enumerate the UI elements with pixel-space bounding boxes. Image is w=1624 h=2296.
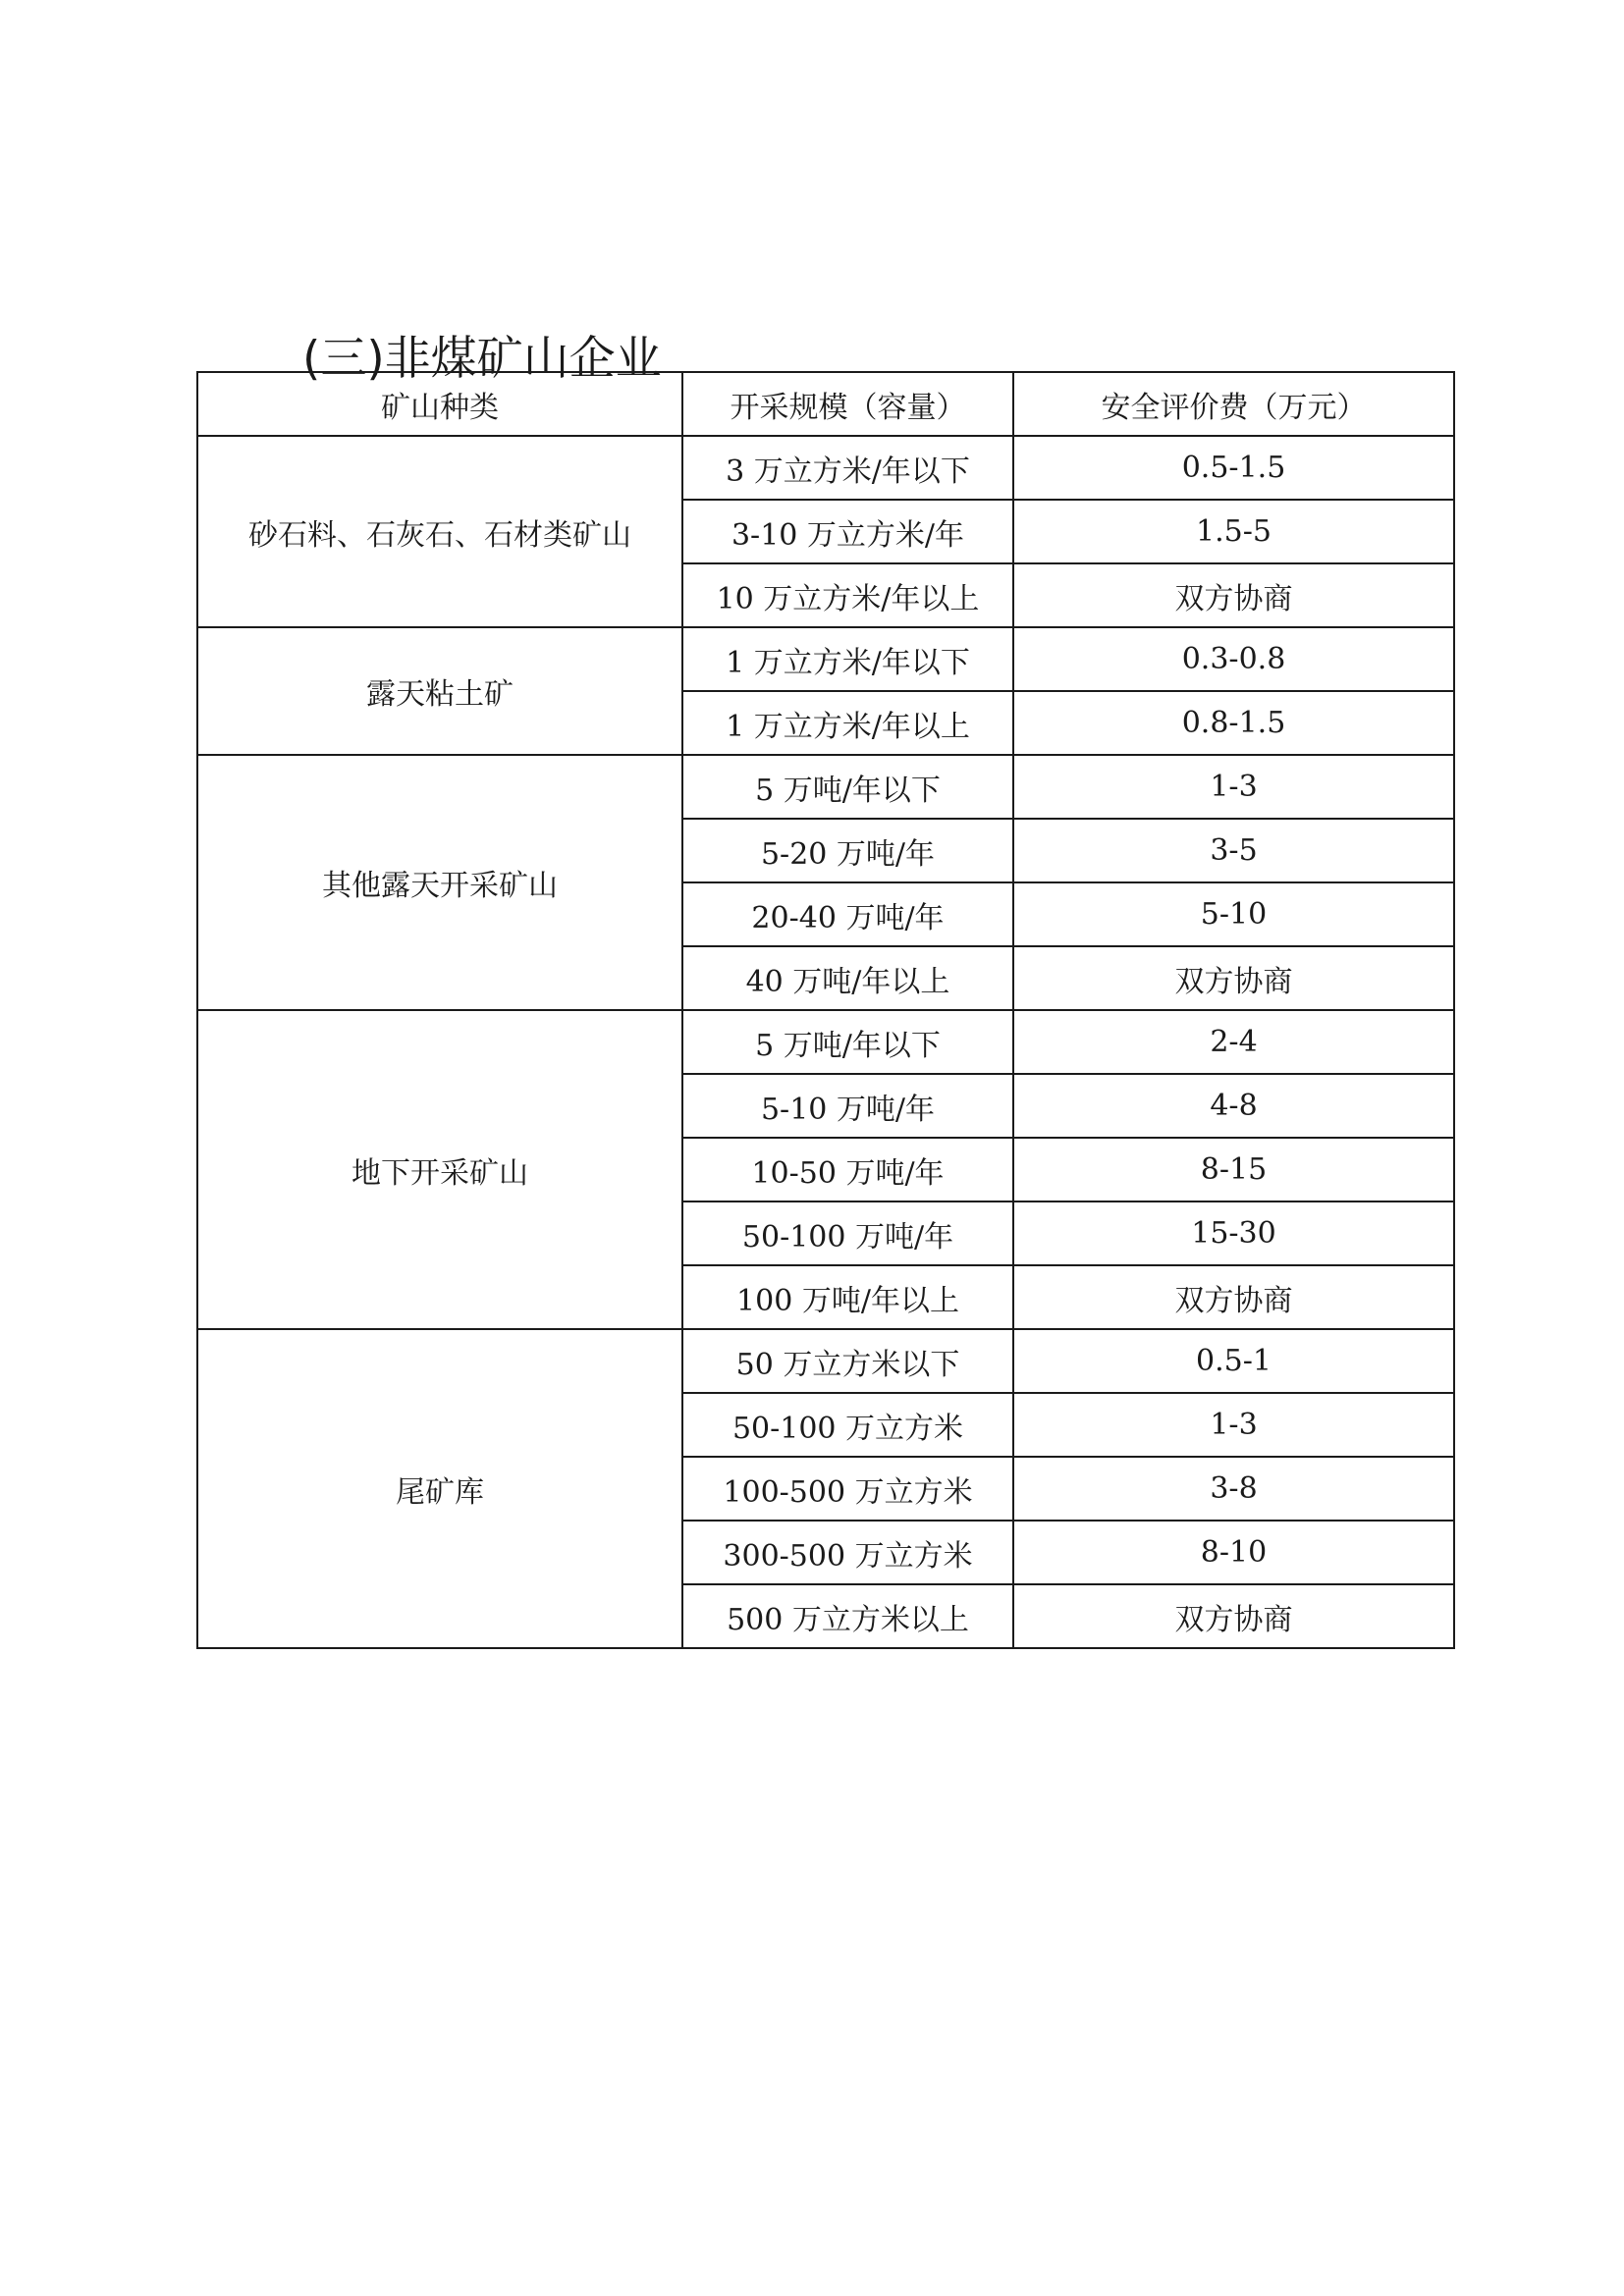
scale-cell: 10-50 万吨/年 [682,1138,1013,1201]
header-category: 矿山种类 [197,372,682,436]
category-cell: 尾矿库 [197,1329,682,1648]
category-cell: 露天粘土矿 [197,627,682,755]
fee-cell: 双方协商 [1013,563,1454,627]
scale-cell: 50 万立方米以下 [682,1329,1013,1393]
fee-cell: 0.5-1.5 [1013,436,1454,500]
fee-cell: 1-3 [1013,755,1454,819]
scale-cell: 100-500 万立方米 [682,1457,1013,1521]
category-cell: 砂石料、石灰石、石材类矿山 [197,436,682,627]
fee-cell: 1.5-5 [1013,500,1454,563]
fee-cell: 0.5-1 [1013,1329,1454,1393]
table-row [197,436,1454,500]
table-row [197,1329,1454,1393]
scale-cell: 100 万吨/年以上 [682,1265,1013,1329]
table-body [197,436,1454,1648]
scale-cell: 5 万吨/年以下 [682,755,1013,819]
scale-cell: 3 万立方米/年以下 [682,436,1013,500]
fee-cell: 双方协商 [1013,946,1454,1010]
category-cell: 其他露天开采矿山 [197,755,682,1010]
table-row [197,1010,1454,1074]
table-row [197,755,1454,819]
fee-cell: 3-8 [1013,1457,1454,1521]
fee-cell: 双方协商 [1013,1265,1454,1329]
fee-cell: 2-4 [1013,1010,1454,1074]
fee-cell: 8-15 [1013,1138,1454,1201]
scale-cell: 3-10 万立方米/年 [682,500,1013,563]
fee-cell: 3-5 [1013,819,1454,882]
scale-cell: 20-40 万吨/年 [682,882,1013,946]
table-header [197,372,1454,436]
scale-cell: 40 万吨/年以上 [682,946,1013,1010]
fee-cell: 0.3-0.8 [1013,627,1454,691]
fee-cell: 15-30 [1013,1201,1454,1265]
fee-cell: 双方协商 [1013,1584,1454,1648]
scale-cell: 10 万立方米/年以上 [682,563,1013,627]
header-row [197,372,1454,436]
fee-cell: 1-3 [1013,1393,1454,1457]
scale-cell: 500 万立方米以上 [682,1584,1013,1648]
header-scale: 开采规模（容量） [682,372,1013,436]
fee-cell: 4-8 [1013,1074,1454,1138]
section-title: (三)非煤矿山企业 [302,332,662,387]
fee-cell: 0.8-1.5 [1013,691,1454,755]
header-fee: 安全评价费（万元） [1013,372,1454,436]
scale-cell: 300-500 万立方米 [682,1521,1013,1584]
category-cell: 地下开采矿山 [197,1010,682,1329]
fee-cell: 8-10 [1013,1521,1454,1584]
scale-cell: 50-100 万立方米 [682,1393,1013,1457]
scale-cell: 5-10 万吨/年 [682,1074,1013,1138]
table-row [197,627,1454,691]
scale-cell: 50-100 万吨/年 [682,1201,1013,1265]
safety-evaluation-fee-table [196,371,1455,1649]
scale-cell: 5 万吨/年以下 [682,1010,1013,1074]
scale-cell: 1 万立方米/年以下 [682,627,1013,691]
scale-cell: 5-20 万吨/年 [682,819,1013,882]
fee-cell: 5-10 [1013,882,1454,946]
scale-cell: 1 万立方米/年以上 [682,691,1013,755]
